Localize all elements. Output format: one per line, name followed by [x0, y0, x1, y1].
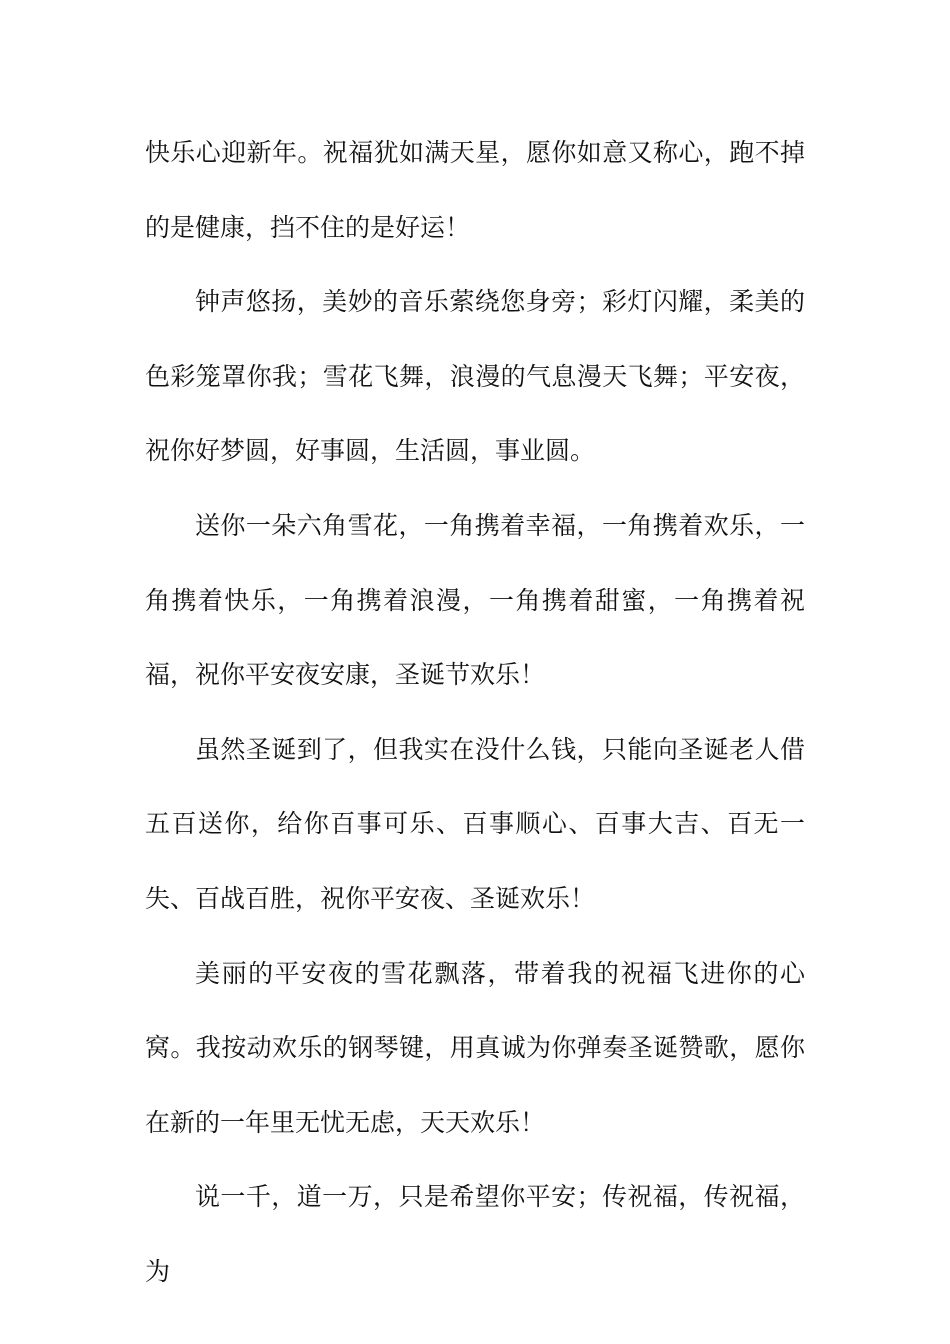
document-body — [145, 116, 805, 1310]
paragraph-5: 美丽的平安夜的雪花飘落，带着我的祝福飞进你的心窝。我按动欢乐的钢琴键，用真诚为你弹奏圣诞赞歌，愿你在新的一年里无忧无虑，天天欢乐！ — [145, 958, 805, 1137]
paragraph-1: 快乐心迎新年。祝福犹如满天星，愿你如意又称心，跑不掉的是健康，挡不住的是好运！ — [145, 138, 805, 242]
paragraph-3: 送你一朵六角雪花，一角携着幸福，一角携着欢乐，一角携着快乐，一角携着浪漫，一角携着甜蜜，一角携着祝福，祝你平安夜安康，圣诞节欢乐！ — [145, 510, 805, 690]
paragraph-6: 说一千，道一万，只是希望你平安；传祝福，传祝福，为 — [145, 1182, 805, 1286]
paragraph-4: 虽然圣诞到了，但我实在没什么钱，只能向圣诞老人借五百送你，给你百事可乐、百事顺心、百事大吉、百无一失、百战百胜，祝你平安夜、圣诞欢乐！ — [145, 734, 805, 913]
paragraph-2: 钟声悠扬，美妙的音乐萦绕您身旁；彩灯闪耀，柔美的色彩笼罩你我；雪花飞舞，浪漫的气息漫天飞舞；平安夜，祝你好梦圆，好事圆，生活圆，事业圆。 — [145, 287, 805, 466]
